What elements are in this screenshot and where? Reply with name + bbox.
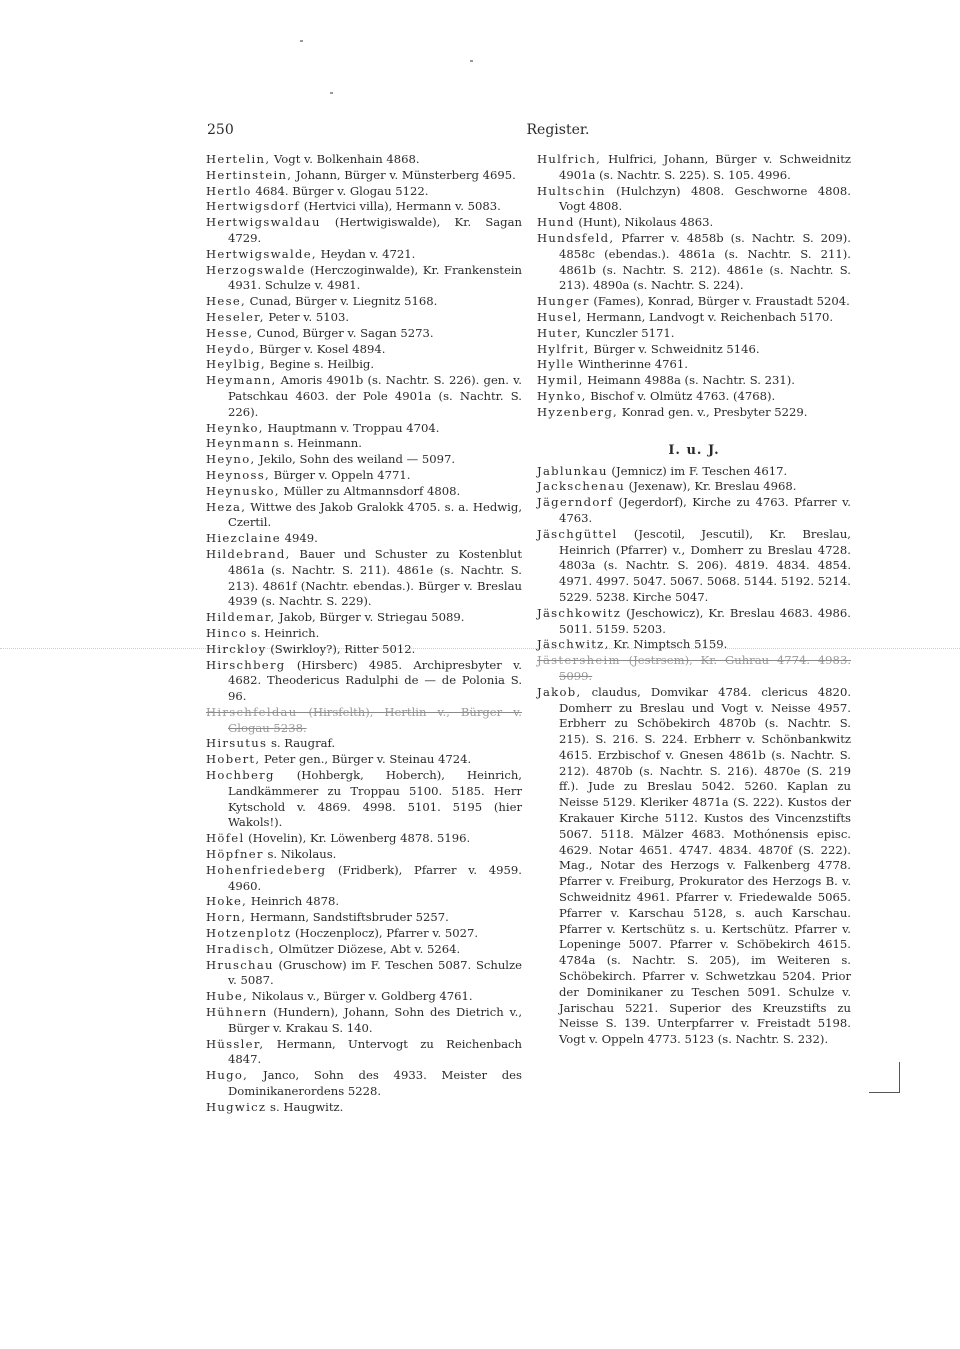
entry-text: Heimann 4988a (s. Nachtr. S. 231). (583, 373, 795, 388)
index-entry (206, 547, 522, 610)
index-entry (206, 658, 522, 705)
entry-headword: Hundsfeld, (537, 230, 615, 245)
index-entry (206, 894, 522, 910)
index-entry (537, 184, 851, 216)
entry-headword: Herzogswalde (206, 262, 306, 277)
entry-text: Johann, Bürger v. Münsterberg 4695. (292, 167, 516, 182)
entry-text: Jekilo, Sohn des weiland — 5097. (255, 452, 456, 467)
index-entries-ij (537, 464, 851, 1048)
entry-text: (Hoczenplocz), Pfarrer v. 5027. (291, 926, 479, 941)
entry-headword: Hylle (537, 357, 575, 372)
index-entry (206, 373, 522, 420)
entry-headword: Jablunkau (537, 463, 608, 478)
entry-text: s. Heinrich. (247, 625, 320, 640)
entry-text: (Hirsfelth), Hertlin v., Bürger v. Glogau 5238. (228, 704, 522, 735)
index-entry (537, 357, 851, 373)
index-entry (537, 326, 851, 342)
index-entry (537, 389, 851, 405)
entry-headword: Hultschin (537, 183, 606, 198)
entry-text: s. Heinmann. (280, 436, 362, 451)
entry-headword: Horn, (206, 910, 247, 925)
entry-text: Hulfrici, Johann, Bürger v. Schweidnitz 4901a (s. Nachtr. S. 225). S. 105. 4996. (559, 152, 851, 182)
entry-text: (Fames), Konrad, Bürger v. Fraustadt 5204. (589, 294, 850, 309)
index-entry (537, 464, 851, 480)
entry-text: s. Nikolaus. (263, 847, 337, 862)
entry-headword: Heza, (206, 499, 247, 514)
entry-text: Konrad gen. v., Presbyter 5229. (618, 404, 808, 419)
entry-headword: Heseler, (206, 309, 265, 324)
entry-headword: Hotzenplotz (206, 926, 292, 941)
index-entry (206, 1037, 522, 1069)
index-entry (206, 705, 522, 737)
entry-text: 4949. (280, 531, 318, 546)
entry-text: Kr. Nimptsch 5159. (609, 637, 728, 652)
entry-headword: Hildebrand, (206, 546, 291, 561)
entry-headword: Jägerndorf (537, 495, 614, 510)
entry-headword: Jackschenau (537, 479, 625, 494)
entry-headword: Hirschfeldau (206, 704, 298, 719)
index-entry (537, 653, 851, 685)
scan-speck (470, 60, 473, 62)
entry-text: Amoris 4901b (s. Nachtr. S. 226). gen. v. Patschkau 4603. der Pole 4901a (s. Nachtr. S. 226). (228, 373, 522, 419)
entry-headword: Hruschau (206, 957, 274, 972)
index-entry (206, 342, 522, 358)
entry-headword: Jäschwitz, (537, 637, 610, 652)
entry-headword: Hobert, (206, 752, 261, 767)
entry-headword: Jäschgüttel (537, 526, 618, 541)
index-entry (537, 405, 851, 421)
entry-text: Wittwe des Jakob Gralokk 4705. s. a. Hedwig, Czertil. (228, 499, 522, 530)
scan-speck (330, 92, 333, 94)
entry-text: Peter v. 5103. (264, 309, 350, 324)
entry-headword: Heynoss, (206, 467, 270, 482)
entry-headword: Hymil, (537, 373, 584, 388)
entry-headword: Heylbig, (206, 357, 266, 372)
entry-text: (Jeschowicz), Kr. Breslau 4683. 4986. 5011. 5159. 5203. (559, 605, 851, 636)
index-entry (206, 926, 522, 942)
index-entry (537, 527, 851, 606)
index-entry (206, 199, 522, 215)
entry-headword: Hirckloy (206, 641, 267, 656)
index-entry (206, 310, 522, 326)
entry-headword: Hertlo (206, 183, 252, 198)
index-entry (206, 863, 522, 895)
entry-text: (Hertwigiswalde), Kr. Sagan 4729. (228, 215, 522, 245)
index-entries-h (537, 152, 851, 421)
entry-text: (Hertvici villa), Hermann v. 5083. (300, 199, 501, 214)
index-entry (206, 215, 522, 247)
entry-text: Bürger v. Kosel 4894. (255, 341, 386, 356)
index-entry (206, 1100, 522, 1116)
index-entry (206, 452, 522, 468)
entry-text: Vogt v. Bolkenhain 4868. (270, 152, 420, 166)
page-number: 250 (207, 122, 234, 138)
entry-headword: Hylfrit, (537, 341, 590, 356)
entry-text: (Fridberk), Pfarrer v. 4959. 4960. (228, 862, 522, 893)
entry-headword: Hertwigswalde, (206, 246, 317, 261)
index-entry (537, 495, 851, 527)
index-entry (206, 847, 522, 863)
index-entry (206, 736, 522, 752)
entry-headword: Hertinstein, (206, 167, 293, 182)
index-entry (537, 479, 851, 495)
index-entry (206, 1068, 522, 1100)
index-entry (206, 152, 522, 168)
entry-text: Peter gen., Bürger v. Steinau 4724. (260, 752, 472, 767)
entry-headword: Hynko, (537, 388, 587, 403)
entry-headword: Heynko, (206, 420, 264, 435)
entry-text: (Hohbergk, Hoberch), Heinrich, Landkämmerer zu Troppau 5100. 5185. Herr Kytschold v. 4869. 4998. 5101. 5195 (hier Wakols!). (228, 768, 522, 830)
entry-headword: Jakob, (537, 684, 582, 699)
index-entry (206, 958, 522, 990)
entry-text: Heydan v. 4721. (316, 246, 416, 261)
index-entry (537, 342, 851, 358)
entry-text: claudus, Domvikar 4784. clericus 4820. Domherr zu Breslau und Vogt v. Neisse 4957. Erbherr zu Schöbekirch 4870b (s. Nachtr. S. 215). S. 216. S. 224. Erbherr v. Schönbankwitz 4615. Erzbischof v. Gnesen 4861b (s. Nachtr. S. 212). 4870b (s. Nachtr. S. 216). 4870e (S. 219 ff.). Jude zu Breslau 5042. 5260. Kaplan zu Neisse 5129. Kleriker 4871a (S. 222). Kustos der Krakauer Kirche 5112. Kustos des Vincenzstifts 5067. 5118. Mälzer 4683. Mothónensis episc. 4629. Notar 4651. 4747. 4834. 4870f (S. 222). Mag., Notar des Herzogs v. Falkenberg 4778. Pfarrer v. Freiburg, Prokurator des Herzogs B. v. Schweidnitz 4961. Pfarrer v. Friedewalde 5065. Pfarrer v. Karschau 5128, s. auch Karschau. Pfarrer v. Kertschütz s. u. Kertschütz. Pfarrer v. Lopeninge 5007. Pfarrer v. Schöbekirch 4615. 4784a (s. Nachtr. S. 205), im Weiteren s. Schöbekirch. Pfarrer v. Schwetzkau 5204. Prior der Dominikaner zu Teschen 5091. Schulze v. Jarischau 5221. Superior des Kreuzstifts zu Neisse S. 139. Unterpfarrer v. Freistadt 5198. Vogt v. Oppeln 4773. 5123 (s. Nachtr. S. 232). (559, 684, 851, 1047)
index-entry (206, 326, 522, 342)
entry-headword: Hiezclaine (206, 531, 281, 546)
entry-text: (Jexenaw), Kr. Breslau 4968. (625, 479, 797, 494)
entry-text: Cunad, Bürger v. Liegnitz 5168. (245, 294, 438, 309)
entry-text: Müller zu Altmannsdorf 4808. (279, 483, 461, 498)
section-heading: I. u. J. (668, 442, 720, 458)
index-entry (537, 606, 851, 638)
entry-text: (Jemnicz) im F. Teschen 4617. (607, 463, 788, 478)
index-entry (206, 436, 522, 452)
entry-text: (Hunt), Nikolaus 4863. (574, 215, 714, 230)
entry-text: Heinrich 4878. (247, 894, 340, 909)
index-entry (206, 247, 522, 263)
entry-text: Bischof v. Olmütz 4763. (4768). (586, 388, 776, 403)
entry-text: s. Raugraf. (267, 736, 336, 751)
entry-text: Jakob, Bürger v. Striegau 5089. (275, 610, 465, 625)
entry-text: Olmützer Diözese, Abt v. 5264. (275, 941, 461, 956)
entry-text: Hermann, Landvogt v. Reichenbach 5170. (582, 309, 834, 324)
entry-text: (Jestrsem), Kr. Guhrau 4774. 4983. 5099. (559, 653, 851, 683)
index-entry (537, 637, 851, 653)
index-entry (206, 500, 522, 532)
entry-headword: Hochberg (206, 768, 275, 783)
index-entry (537, 215, 851, 231)
index-entry (206, 768, 522, 831)
entry-headword: Jäschkowitz (537, 605, 622, 620)
entry-headword: Hinco (206, 625, 248, 640)
entry-text: (Hundern), Johann, Sohn des Dietrich v., Bürger v. Krakau S. 140. (228, 1005, 522, 1035)
entry-headword: Heyno, (206, 452, 256, 467)
scan-edge-mark (869, 1062, 900, 1093)
entry-headword: Höpfner (206, 847, 264, 862)
entry-headword: Hesse, (206, 325, 254, 340)
index-entry (206, 942, 522, 958)
entry-text: (Hovelin), Kr. Löwenberg 4878. 5196. (244, 831, 471, 846)
entry-headword: Hertwigsdorf (206, 199, 301, 214)
entry-headword: Huter, (537, 325, 582, 340)
entry-text: 4684. Bürger v. Glogau 5122. (251, 183, 429, 198)
entry-headword: Hund (537, 215, 575, 230)
entry-headword: Hunger (537, 294, 590, 309)
entry-text: Hermann, Sandstiftsbruder 5257. (246, 910, 449, 925)
index-entry (206, 1005, 522, 1037)
index-entry (206, 989, 522, 1005)
entry-text: Pfarrer v. 4858b (s. Nachtr. S. 209). 4858c (ebendas.). 4861a (s. Nachtr. S. 211). 4861b (s. Nachtr. S. 212). 4861e (s. Nachtr. S. 213). 4890a (s. Nachtr. S. 224). (559, 230, 851, 293)
entry-headword: Hugwicz (206, 1099, 267, 1114)
entry-headword: Hoke, (206, 894, 248, 909)
entry-text: s. Haugwitz. (266, 1099, 344, 1114)
entry-text: Begine s. Heilbig. (265, 357, 375, 372)
entry-headword: Hirschberg (206, 657, 286, 672)
entry-headword: Heymann, (206, 373, 277, 388)
index-entry (206, 831, 522, 847)
index-entry (537, 231, 851, 294)
index-entry (537, 373, 851, 389)
index-entry (206, 421, 522, 437)
entry-text: (Gruschow) im F. Teschen 5087. Schulze v. 5087. (228, 957, 522, 988)
entry-text: (Swirkloy?), Ritter 5012. (266, 641, 416, 656)
entry-headword: Hildemar, (206, 610, 276, 625)
entry-headword: Hube, (206, 989, 249, 1004)
entry-text: Hermann, Untervogt zu Reichenbach 4847. (228, 1036, 522, 1067)
entry-text: Cunod, Bürger v. Sagan 5273. (253, 325, 434, 340)
index-column-left (206, 152, 522, 1116)
entry-headword: Husel, (537, 309, 583, 324)
entry-text: (Jegerdorf), Kirche zu 4763. Pfarrer v. 4763. (559, 495, 851, 525)
entry-headword: Jästersheim (537, 653, 621, 668)
entry-headword: Heynmann (206, 436, 281, 451)
index-entry (206, 168, 522, 184)
entry-text: Nikolaus v., Bürger v. Goldberg 4761. (248, 989, 473, 1004)
page-header (207, 122, 857, 140)
entry-text: (Hirsberc) 4985. Archipresbyter v. 4682. Theodericus Radulphi de — de Polonia S. 96. (228, 657, 522, 704)
entry-headword: Hertwigswaldau (206, 215, 321, 230)
entry-text: Bauer und Schuster zu Kostenblut 4861a (s. Nachtr. S. 211). 4861e (s. Nachtr. S. 213). 4861f (Nachtr. ebendas.). Bürger v. Breslau 4939 (s. Nachtr. S. 229). (228, 546, 522, 609)
entry-text: (Hulchzyn) 4808. Geschworne 4808. Vogt 4808. (559, 183, 851, 214)
entry-headword: Hradisch, (206, 941, 275, 956)
index-entry (206, 263, 522, 295)
index-column-right (537, 152, 851, 1048)
index-entry (206, 357, 522, 373)
entry-headword: Hulfrich, (537, 152, 602, 166)
index-entry (206, 184, 522, 200)
entry-text: (Herczoginwalde), Kr. Frankenstein 4931. Schulze v. 4981. (228, 262, 522, 293)
entry-headword: Hirsutus (206, 736, 268, 751)
entry-headword: Hese, (206, 294, 246, 309)
entry-text: Janco, Sohn des 4933. Meister des Dominikanerordens 5228. (228, 1068, 522, 1099)
entry-headword: Hüssler, (206, 1036, 265, 1051)
entry-headword: Heynusko, (206, 483, 280, 498)
index-entry (206, 531, 522, 547)
entry-headword: Hertelin, (206, 152, 271, 166)
scan-speck (300, 40, 303, 42)
entry-text: Kunczler 5171. (581, 325, 675, 340)
index-entry (206, 642, 522, 658)
index-entry (206, 484, 522, 500)
index-entry (206, 910, 522, 926)
entry-headword: Hyzenberg, (537, 404, 619, 419)
index-entry (206, 294, 522, 310)
entry-text: Wintherinne 4761. (574, 357, 688, 372)
running-title: Register. (526, 122, 590, 138)
entry-text: Hauptmann v. Troppau 4704. (263, 420, 440, 435)
entry-headword: Hühnern (206, 1005, 268, 1020)
index-entry (537, 685, 851, 1048)
index-entry (206, 610, 522, 626)
entry-headword: Heydo, (206, 341, 256, 356)
index-entry (206, 626, 522, 642)
entry-headword: Höfel (206, 831, 245, 846)
entry-text: Bürger v. Schweidnitz 5146. (589, 341, 760, 356)
index-entry (537, 294, 851, 310)
index-entry (206, 468, 522, 484)
index-entry (206, 752, 522, 768)
index-entry (537, 310, 851, 326)
entry-headword: Hugo, (206, 1068, 249, 1083)
entry-headword: Hohenfriedeberg (206, 862, 327, 877)
entry-text: Bürger v. Oppeln 4771. (269, 467, 411, 482)
entry-text: (Jescotil, Jescutil), Kr. Breslau, Heinrich (Pfarrer) v., Domherr zu Breslau 4728. 4803a (s. Nachtr. S. 206). 4819. 4834. 4854. 4971. 4997. 5047. 5067. 5068. 5144. 5192. 5214. 5229. 5238. Kirche 5047. (559, 526, 851, 604)
index-entry (537, 152, 851, 184)
